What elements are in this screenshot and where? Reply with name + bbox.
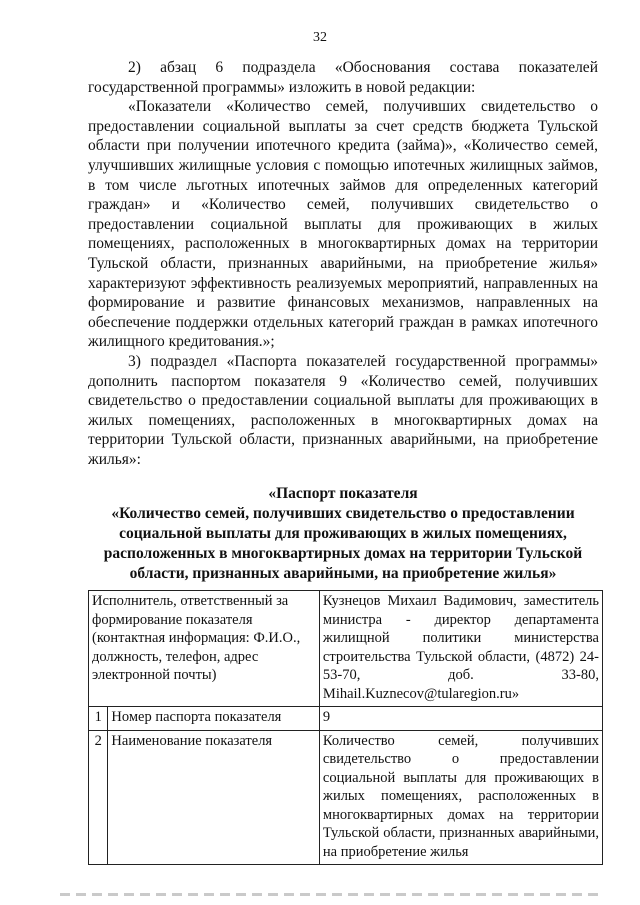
table-row-executor: [89, 591, 603, 707]
row-number: 2: [89, 730, 108, 865]
table-row: [89, 707, 603, 731]
passport-table: [88, 590, 603, 865]
document-body: [88, 58, 598, 469]
paragraph-item-2: 2) абзац 6 подраздела «Обоснования состава показателей государственной программы» изложить в новой редакции:: [88, 59, 598, 96]
scan-artifact-line: [60, 893, 600, 896]
row-value: 9: [319, 707, 602, 731]
row-value: Количество семей, получивших свидетельство о предоставлении социальной выплаты для проживающих в жилых помещениях, расположенных в многоквартирных домах на территории Тульской области, признанных аварийными, на приобретение жилья: [319, 730, 602, 865]
row-number: 1: [89, 707, 108, 731]
passport-heading: [88, 484, 598, 584]
passport-title: «Паспорт показателя: [268, 485, 418, 502]
passport-subtitle: «Количество семей, получивших свидетельство о предоставлении социальной выплаты для проживающих в жилых помещениях, расположенных в многоквартирных домах на территории Тульской области, признанных аварийными, на приобретение жилья»: [103, 505, 583, 582]
paragraph-indicators-quote: «Показатели «Количество семей, получивших свидетельство о предоставлении социальной выплаты за счет средств бюджета Тульской области при получении ипотечного кредита (займа)», «Количество семей, улучшивших жилищные условия с помощью ипотечных жилищных займов, в том числе льготных ипотечных займов для определенных категорий граждан» и «Количество семей, получивших свидетельство о предоставлении социальной выплаты для проживающих в жилых помещениях, расположенных в многоквартирных домах на территории Тульской области, признанных аварийными, на приобретение жилья» характеризуют эффективность реализуемых мероприятий, направленных на формирование и развитие финансовых механизмов, направленных на обеспечение поддержки отдельных категорий граждан в рамках ипотечного жилищного кредитования.»;: [88, 98, 598, 351]
row-label: Номер паспорта показателя: [108, 707, 320, 731]
row-label: Наименование показателя: [108, 730, 320, 865]
table-row: [89, 730, 603, 865]
page-number: 32: [313, 30, 327, 45]
executor-value: Кузнецов Михаил Вадимович, заместитель министра - директор департамента жилищной политики министерства строительства Тульской области, (4872) 24-53-70, доб. 33-80, Mihail.Kuznecov@tularegion.ru»: [319, 591, 602, 707]
paragraph-item-3: 3) подраздел «Паспорта показателей государственной программы» дополнить паспортом показателя 9 «Количество семей, получивших свидетельство о предоставлении социальной выплаты для проживающих в жилых помещениях, расположенных в многоквартирных домах на территории Тульской области, признанных аварийными, на приобретение жилья»:: [88, 352, 598, 468]
executor-label: Исполнитель, ответственный за формирование показателя (контактная информация: Ф.И.О., должность, телефон, адрес электронной почты): [89, 591, 320, 707]
